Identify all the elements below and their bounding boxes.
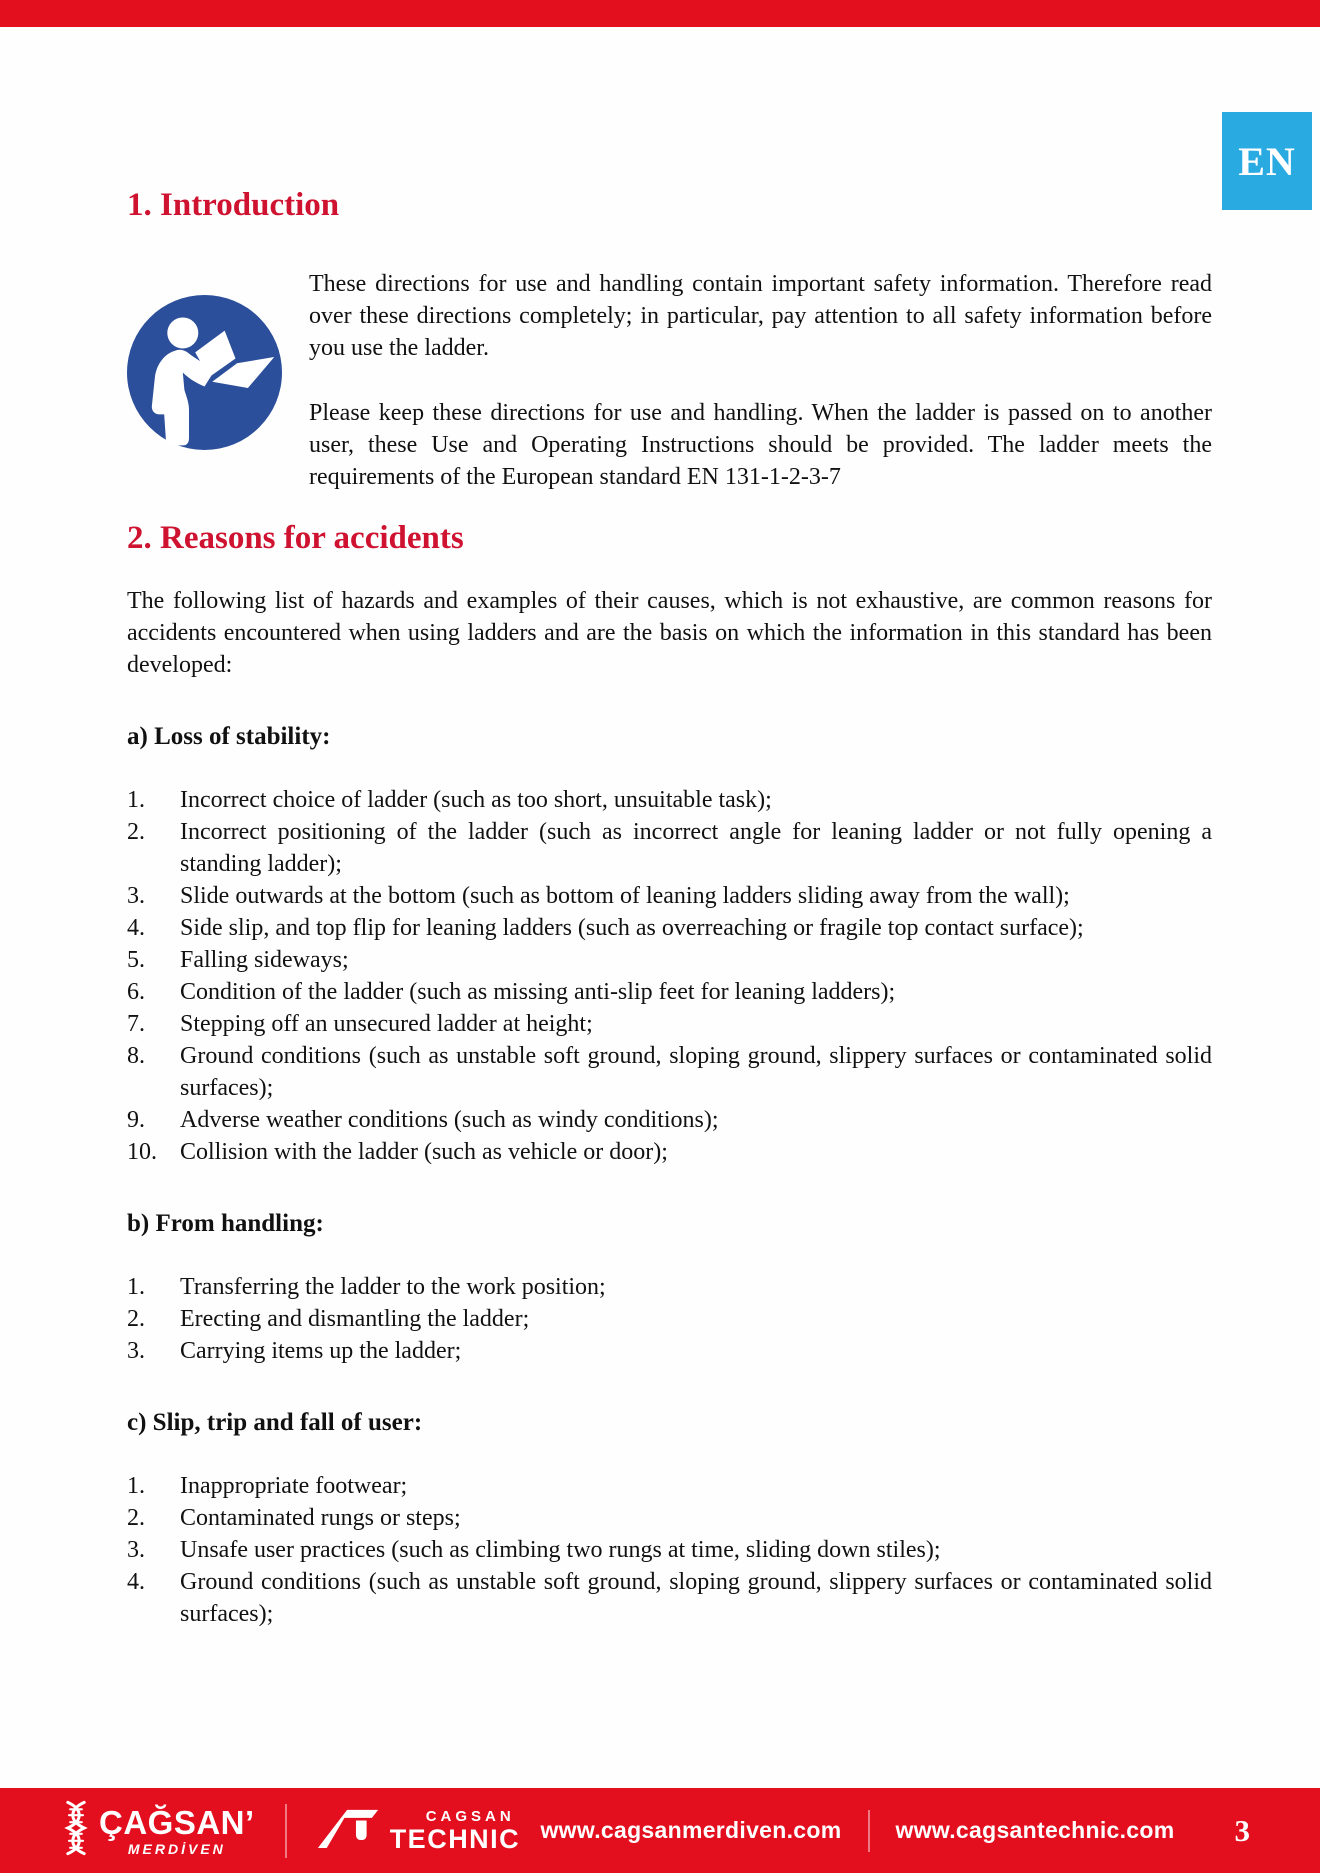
footer-divider <box>285 1804 287 1858</box>
brand-name-bottom: TECHNIC <box>389 1823 521 1854</box>
list-number: 4. <box>127 1569 145 1595</box>
list-number: 9. <box>127 1107 145 1133</box>
list-number: 3. <box>127 1537 145 1563</box>
technic-mark-icon <box>317 1807 379 1855</box>
list-text: Condition of the ladder (such as missing anti-slip feet for leaning ladders); <box>180 979 896 1005</box>
list-item <box>127 880 1212 912</box>
list-number: 10. <box>127 1139 157 1165</box>
list-text: Inappropriate footwear; <box>180 1473 408 1499</box>
list-item <box>127 1534 1212 1566</box>
language-badge-label: EN <box>1238 138 1296 184</box>
list-text: Adverse weather conditions (such as windy conditions); <box>180 1107 719 1133</box>
intro-paragraph-2: Please keep these directions for use and handling. When the ladder is passed on to another user, these Use and Operating Instructions should be provided. The ladder meets the requirements of the European standard EN 131-1-2-3-7 <box>309 400 1212 490</box>
section-heading-introduction: 1. Introduction <box>127 187 340 223</box>
list-number: 2. <box>127 1306 145 1332</box>
list-item <box>127 1136 1212 1168</box>
page-content <box>127 0 1212 1630</box>
list-item <box>127 1502 1212 1534</box>
list-from-handling <box>127 1271 1212 1367</box>
brand-subtitle: MERDİVEN <box>127 1840 226 1857</box>
list-number: 7. <box>127 1011 145 1037</box>
subsection-heading-a: a) Loss of stability: <box>127 723 331 750</box>
list-text: Incorrect positioning of the ladder (such as incorrect angle for leaning ladder or not fully opening a standing ladder); <box>180 819 1212 877</box>
list-number: 2. <box>127 819 145 845</box>
list-text: Falling sideways; <box>180 947 349 973</box>
url-cagsanmerdiven: www.cagsanmerdiven.com <box>540 1817 842 1843</box>
list-item <box>127 976 1212 1008</box>
list-item <box>127 912 1212 944</box>
list-text: Ground conditions (such as unstable soft ground, sloping ground, slippery surfaces or contaminated solid surfaces); <box>180 1569 1212 1627</box>
page-number: 3 <box>1234 1812 1250 1848</box>
list-number: 8. <box>127 1043 145 1069</box>
list-slip-trip-fall <box>127 1470 1212 1630</box>
introduction-block <box>127 268 1212 493</box>
url-cagsantechnic: www.cagsantechnic.com <box>895 1817 1175 1843</box>
footer-bar <box>0 1788 1320 1873</box>
list-item <box>127 816 1212 880</box>
list-item <box>127 944 1212 976</box>
list-number: 6. <box>127 979 145 1005</box>
introduction-text <box>309 268 1212 493</box>
list-loss-of-stability <box>127 784 1212 1168</box>
list-number: 4. <box>127 915 145 941</box>
list-number: 2. <box>127 1505 145 1531</box>
cagsan-technic-wordmark <box>390 1809 521 1853</box>
list-text: Stepping off an unsecured ladder at height; <box>180 1011 593 1037</box>
cagsan-technic-logo <box>317 1807 521 1855</box>
list-text: Contaminated rungs or steps; <box>180 1505 461 1531</box>
list-number: 1. <box>127 787 145 813</box>
list-text: Incorrect choice of ladder (such as too short, unsuitable task); <box>180 787 772 813</box>
list-text: Transferring the ladder to the work position; <box>180 1274 606 1300</box>
list-text: Ground conditions (such as unstable soft ground, sloping ground, slippery surfaces or contaminated solid surfaces); <box>180 1043 1212 1101</box>
list-item <box>127 1104 1212 1136</box>
list-number: 5. <box>127 947 145 973</box>
list-text: Side slip, and top flip for leaning ladders (such as overreaching or fragile top contact surface); <box>180 915 1084 941</box>
cagsan-merdiven-wordmark <box>99 1803 255 1857</box>
list-text: Collision with the ladder (such as vehicle or door); <box>180 1139 668 1165</box>
list-text: Carrying items up the ladder; <box>180 1338 462 1364</box>
list-item <box>127 784 1212 816</box>
list-text: Slide outwards at the bottom (such as bottom of leaning ladders sliding away from the wall); <box>180 883 1070 909</box>
dna-helix-icon <box>62 1800 90 1861</box>
list-item <box>127 1470 1212 1502</box>
intro-paragraph-1: These directions for use and handling contain important safety information. Therefore read over these directions completely; in particular, pay attention to all safety information before you use the ladder. <box>309 271 1212 361</box>
list-number: 1. <box>127 1274 145 1300</box>
language-badge <box>1222 112 1312 210</box>
list-number: 3. <box>127 1338 145 1364</box>
list-number: 1. <box>127 1473 145 1499</box>
brand-name-top: CAGSAN <box>425 1807 515 1825</box>
list-text: Erecting and dismantling the ladder; <box>180 1306 530 1332</box>
list-item <box>127 1008 1212 1040</box>
reasons-lead-paragraph: The following list of hazards and examples of their causes, which is not exhaustive, are common reasons for accidents encountered when using ladders and are the basis on which the information in this standard has been developed: <box>127 588 1212 678</box>
list-item <box>127 1271 1212 1303</box>
list-item <box>127 1566 1212 1630</box>
list-item <box>127 1040 1212 1104</box>
brand-name: ÇAĞSAN’ <box>99 1803 255 1841</box>
footer-divider <box>868 1810 870 1852</box>
list-text: Unsafe user practices (such as climbing two rungs at time, sliding down stiles); <box>180 1537 941 1563</box>
section-heading-reasons: 2. Reasons for accidents <box>127 520 464 556</box>
subsection-heading-c: c) Slip, trip and fall of user: <box>127 1409 423 1436</box>
list-item <box>127 1303 1212 1335</box>
cagsan-merdiven-logo <box>62 1800 255 1861</box>
list-item <box>127 1335 1212 1367</box>
list-number: 3. <box>127 883 145 909</box>
subsection-heading-b: b) From handling: <box>127 1210 324 1237</box>
read-instructions-icon <box>127 295 282 493</box>
